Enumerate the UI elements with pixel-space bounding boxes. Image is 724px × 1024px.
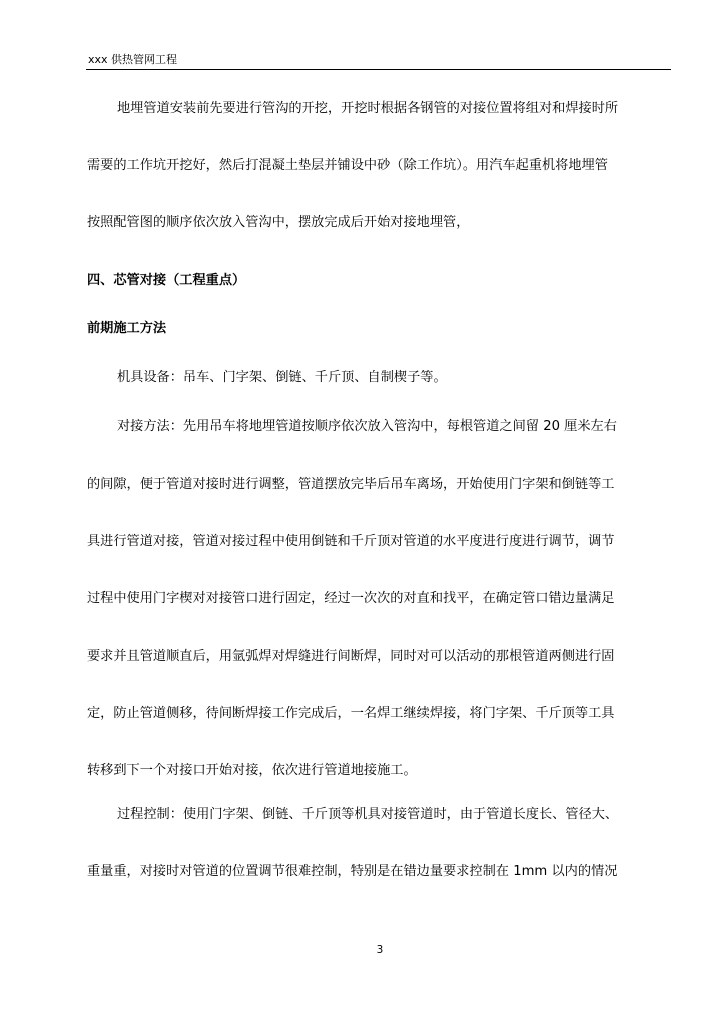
paragraph-line: 转移到下一个对接口开始对接，依次进行管道地接施工。 [87,763,417,778]
page-number: 3 [376,944,384,956]
paragraph-line: 对接方法：先用吊车将地埋管道按顺序依次放入管沟中，每根管道之间留 20 厘米左右 [117,419,617,434]
subsection-heading: 前期施工方法 [87,321,167,336]
header-title: xxx 供热管网工程 [88,53,178,66]
paragraph-line: 定，防止管道侧移，待间断焊接工作完成后，一名焊工继续焊接，将门字架、千斤顶等工具 [87,706,615,721]
paragraph-line: 过程控制：使用门字架、倒链、千斤顶等机具对接管道时，由于管道长度长、管径大、 [117,807,619,822]
paragraph-line: 地埋管道安装前先要进行管沟的开挖，开挖时根据各钢管的对接位置将组对和焊接时所 [117,101,619,116]
paragraph-line: 要求并且管道顺直后，用氩弧焊对焊缝进行间断焊，同时对可以活动的那根管道两侧进行固 [87,649,615,664]
paragraph-line: 机具设备：吊车、门字架、倒链、千斤顶、自制楔子等。 [117,370,447,385]
paragraph-line: 过程中使用门字楔对对接管口进行固定，经过一次次的对直和找平，在确定管口错边量满足 [87,591,615,606]
paragraph-line: 的间隙，便于管道对接时进行调整，管道摆放完毕后吊车离场，开始使用门字架和倒链等工 [87,477,615,492]
paragraph-line: 具进行管道对接，管道对接过程中使用倒链和千斤顶对管道的水平度进行度进行调节，调节 [87,534,615,549]
paragraph-line: 按照配管图的顺序依次放入管沟中，摆放完成后开始对接地埋管， [87,215,470,230]
header-divider [86,69,671,70]
paragraph-line: 需要的工作坑开挖好，然后打混凝土垫层并铺设中砂（除工作坑）。用汽车起重机将地埋管 [87,158,608,173]
paragraph-line: 重量重，对接时对管道的位置调节很难控制，特别是在错边量要求控制在 1mm 以内的情况 [87,864,618,879]
section-heading: 四、芯管对接（工程重点） [87,273,246,288]
